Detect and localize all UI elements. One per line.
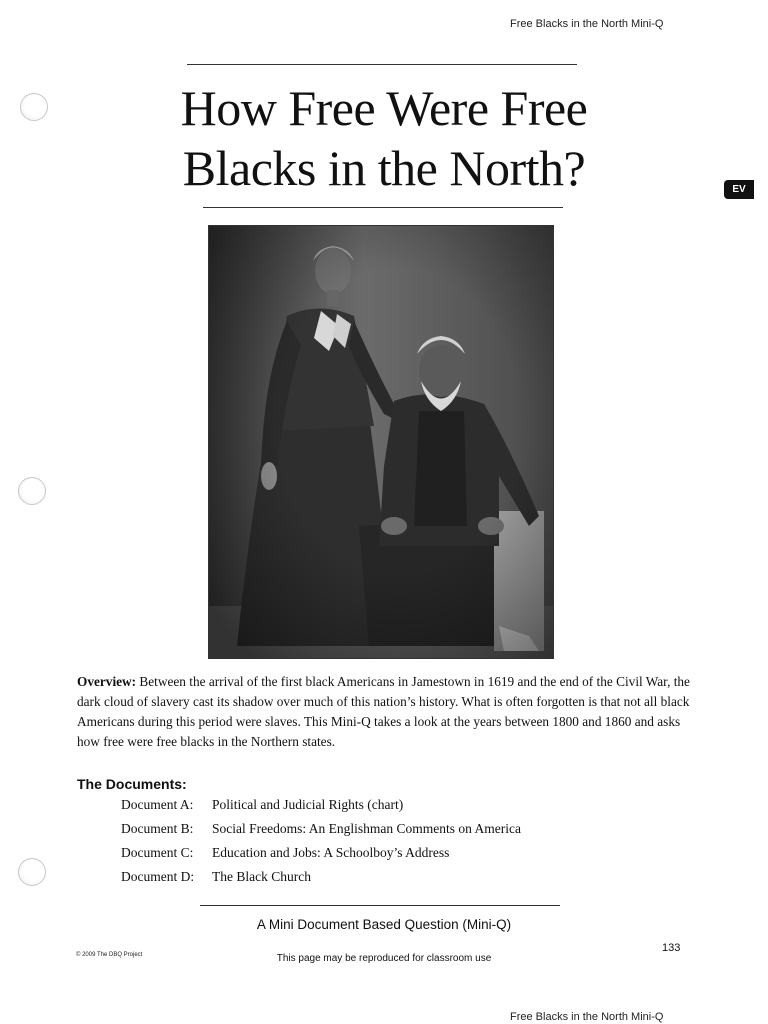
historical-photograph [208, 225, 554, 659]
document-title: Social Freedoms: An Englishman Comments on America [212, 821, 521, 836]
page-title-line-2: Blacks in the North? [182, 140, 586, 196]
running-footer: Free Blacks in the North Mini-Q [510, 1011, 664, 1023]
overview-label: Overview: [77, 674, 137, 689]
page-number: 133 [662, 942, 681, 954]
document-label: Document A: [121, 797, 194, 812]
overview-text: Between the arrival of the first black Americans in Jamestown in 1619 and the end of the Civil War, the dark cloud of slavery cast its shadow over much of this nation’s history. What is often forgotten is that not all black Americans during this period were slaves. This Mini-Q takes a look at the years between 1800 and 1860 and asks how free were free blacks in the Northern states. [77, 674, 690, 749]
overview-paragraph [77, 672, 692, 752]
document-label: Document C: [121, 845, 194, 860]
documents-heading: The Documents: [77, 776, 187, 792]
title-top-rule [187, 64, 577, 65]
page-title [0, 78, 768, 198]
document-label: Document D: [121, 869, 195, 884]
list-item [121, 795, 521, 819]
reproduce-note: This page may be reproduced for classroom use [276, 953, 492, 964]
footer-rule [200, 905, 560, 906]
document-title: Education and Jobs: A Schoolboy’s Address [212, 845, 450, 860]
list-item [121, 819, 521, 843]
list-item [121, 867, 521, 891]
page-title-line-1: How Free Were Free [180, 80, 588, 136]
running-header: Free Blacks in the North Mini-Q [510, 18, 664, 30]
document-label: Document B: [121, 821, 194, 836]
binder-hole-icon [18, 477, 46, 505]
list-item [121, 843, 521, 867]
ev-tab-label: EV [724, 180, 754, 199]
document-title: The Black Church [212, 869, 311, 884]
document-title: Political and Judicial Rights (chart) [212, 797, 404, 812]
copyright-notice: © 2009 The DBQ Project [76, 952, 143, 958]
title-bottom-rule [203, 207, 563, 208]
binder-hole-icon [20, 93, 48, 121]
document-list [121, 795, 521, 891]
mini-q-subtitle: A Mini Document Based Question (Mini-Q) [256, 917, 512, 932]
binder-hole-icon [18, 858, 46, 886]
